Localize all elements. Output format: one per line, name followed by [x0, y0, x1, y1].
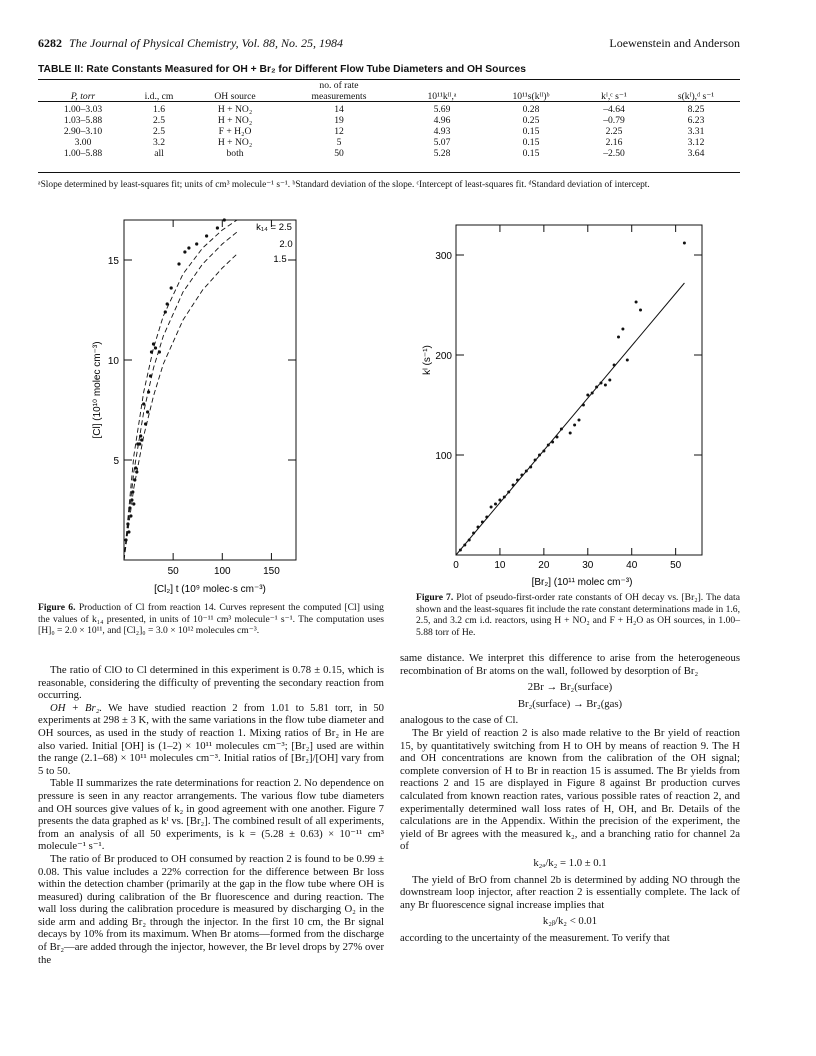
table-cell: –2.50 — [603, 147, 625, 159]
table-header-rule — [38, 101, 740, 102]
fig6-ytick-label: 10 — [107, 356, 119, 367]
fig7-data-point — [604, 384, 607, 387]
fig6-xtick-label: 50 — [167, 566, 179, 577]
fig7-data-point — [578, 419, 581, 422]
fig7-data-point — [582, 404, 585, 407]
col-kII: 10¹¹kᴵᴵ,ᵃ — [427, 90, 457, 102]
table-cell: 3.12 — [687, 136, 705, 148]
table-cell: 1.00–5.88 — [63, 147, 103, 159]
fig6-data-point — [128, 506, 131, 509]
fig6-data-point — [195, 242, 198, 245]
fig6-data-point — [146, 410, 149, 413]
table-cell: H + NO₂ — [217, 104, 253, 115]
fig6-data-point — [216, 226, 219, 229]
fig7-data-point — [463, 544, 466, 547]
fig6-data-point — [154, 346, 157, 349]
fig7-data-point — [534, 459, 537, 462]
fig7-data-point — [498, 499, 501, 502]
fig6-data-point — [166, 302, 169, 305]
figure-7-caption-label: Figure 7. — [416, 592, 454, 603]
fig7-ytick-label: 200 — [435, 351, 452, 362]
running-header — [38, 36, 343, 51]
fig7-data-point — [608, 379, 611, 382]
fig7-xtick-label: 30 — [582, 560, 594, 571]
fig6-data-point — [138, 442, 141, 445]
fig7-data-point — [635, 301, 638, 304]
table-row — [38, 149, 740, 160]
fig6-data-point — [134, 466, 137, 469]
equation: k₂ₐ/k₂ = 1.0 ± 0.1 — [533, 856, 607, 869]
fig7-xtick-label: 0 — [453, 560, 459, 571]
fig7-data-point — [595, 386, 598, 389]
fig7-data-point — [538, 454, 541, 457]
fig6-data-point — [124, 538, 127, 541]
section-heading-oh-br2: OH + Br₂. — [50, 701, 103, 714]
table-cell: 1.6 — [153, 104, 165, 115]
fig7-data-point — [503, 496, 506, 499]
figure-6-caption-label: Figure 6. — [38, 602, 76, 613]
table-row — [38, 138, 740, 149]
equation: k₂ᵦ/k₂ < 0.01 — [542, 915, 598, 928]
fig6-data-point — [140, 438, 143, 441]
table-cell: 1.00–3.03 — [63, 104, 103, 115]
fig6-data-point — [152, 342, 155, 345]
journal-citation: The Journal of Physical Chemistry, Vol. 88, No. 25, 1984 — [69, 36, 343, 50]
fig7-xtick-label: 10 — [494, 560, 506, 571]
fig6-data-point — [147, 390, 150, 393]
fig7-data-point — [477, 526, 480, 529]
fig7-data-point — [525, 470, 528, 473]
col-s-kII: 10¹¹s(kᴵᴵ)ᵇ — [512, 90, 550, 102]
fig6-data-point — [144, 422, 147, 425]
paragraph: The ratio of ClO to Cl determined in this experiment is 0.78 ± 0.15, which is reasonable, considering the difficulty of preventing the secondary reaction from occurring. — [38, 664, 384, 702]
table-cell: 3.31 — [687, 125, 705, 137]
table-cell: 3.64 — [687, 147, 705, 159]
rate-constants-table — [38, 81, 740, 160]
table-cell: 6.23 — [687, 114, 705, 126]
fig6-data-point — [133, 478, 136, 481]
paragraph: according to the uncertainty of the measurement. To verify that — [400, 931, 670, 944]
fig7-data-point — [516, 479, 519, 482]
table-cell: 4.96 — [433, 114, 451, 126]
fig6-curve-2-0 — [124, 232, 237, 560]
fig6-data-point — [170, 286, 173, 289]
fig7-fit-line — [456, 283, 684, 555]
fig7-data-point — [617, 336, 620, 339]
fig6-xtick-label: 100 — [213, 566, 231, 577]
table-cell: 3.00 — [74, 136, 92, 148]
table-cell: 2.5 — [153, 125, 165, 137]
fig6-data-point — [132, 502, 135, 505]
table-cell: 2.5 — [153, 114, 165, 126]
table-bottom-rule — [38, 172, 740, 173]
fig6-k-label: k₁₄ = 2.5 — [256, 222, 292, 233]
fig6-data-point — [150, 350, 153, 353]
fig7-data-point — [683, 242, 686, 245]
figure-6-chart — [86, 210, 306, 600]
table-cell: 0.28 — [522, 104, 540, 115]
figure-7-chart — [416, 220, 716, 590]
table-cell: H + NO₂ — [217, 114, 253, 126]
col-pressure: P, torr — [70, 90, 96, 102]
fig7-data-point — [485, 516, 488, 519]
fig6-data-point — [205, 234, 208, 237]
table-cell: 0.15 — [522, 125, 540, 137]
fig6-xtick-label: 150 — [263, 566, 280, 577]
fig6-ytick-label: 5 — [113, 456, 119, 467]
table-cell: 0.15 — [522, 147, 540, 159]
fig6-ylabel: [Cl] (10¹⁰ molec cm⁻³) — [92, 341, 103, 439]
fig7-data-point — [569, 432, 572, 435]
fig7-data-point — [472, 532, 475, 535]
table-cell: 8.25 — [687, 104, 705, 115]
table-row — [38, 127, 740, 138]
fig7-data-point — [613, 364, 616, 367]
table-row — [38, 105, 740, 116]
table-footnote: ᵃSlope determined by least-squares fit; units of cm³ molecule⁻¹ s⁻¹. ᵇStandard deviation of the slope. ᶜIntercept of least-squares fit. ᵈStandard deviation of intercept. — [38, 180, 650, 190]
table-row — [38, 116, 740, 127]
table-body — [38, 105, 740, 160]
paragraph: OH + Br₂. We have studied reaction 2 from 1.01 to 5.81 torr, in 50 experiments at 298 ± 3 K, with the same variations in the flow tube diameter and OH sources, as used in the study of reaction 1. Mixing ratios of Br₂ in He are also varied. Initial [OH] is (1–2) × 10¹¹ molecules cm⁻³; [Br₂] used are within the range (2.1–68) × 10¹¹ molecules cm⁻³. Initial ratios of [Br₂]/[OH] vary from 5 to 50. — [38, 701, 385, 777]
table-cell: 12 — [334, 125, 344, 137]
fig7-ytick-label: 300 — [435, 251, 452, 262]
table-cell: 5.28 — [433, 147, 451, 159]
col-oh-source: OH source — [214, 90, 256, 102]
fig6-curve-label-2-0: 2.0 — [279, 239, 293, 250]
fig7-xtick-label: 20 — [538, 560, 550, 571]
table-cell: 0.15 — [522, 136, 540, 148]
fig6-data-point — [187, 246, 190, 249]
fig7-data-point — [556, 436, 559, 439]
equation: 2Br → Br₂(surface) — [527, 681, 613, 694]
table-cell: both — [226, 147, 244, 159]
fig7-data-point — [573, 424, 576, 427]
figure-6-caption: Figure 6. Production of Cl from reaction 14. Curves represent the computed [Cl] using the values of k₁₄ presented, in units of 10⁻¹¹ cm³ molecule⁻¹ s⁻¹. The computation uses [H]₀ = 2.0 × 10¹¹, and [Cl₂]₀ = 3.0 × 10¹² molecules cm⁻³. — [38, 602, 384, 637]
fig7-data-point — [600, 382, 603, 385]
fig6-data-point — [223, 218, 226, 221]
col-s-kI: s(kᴵ),ᵈ s⁻¹ — [677, 90, 715, 102]
table-cell: all — [154, 147, 164, 159]
fig7-data-point — [507, 491, 510, 494]
fig7-xtick-label: 50 — [670, 560, 682, 571]
fig6-data-point — [139, 434, 142, 437]
table-cell: 19 — [334, 114, 344, 126]
table-cell: 5.69 — [433, 104, 451, 115]
fig6-data-point — [127, 530, 130, 533]
fig7-data-point — [468, 539, 471, 542]
table-cell: 0.25 — [522, 114, 540, 126]
paragraph: Table II summarizes the rate determinations for reaction 2. No dependence on pressure is seen in any reactor arrangements. The various flow tube diameters and OH sources give values of k₂ in good agreement with one another. Figure 7 presents the data graphed as kᴵ vs. [Br₂]. The combined result of all experiments, from an analysis of all 50 experiments, is k = (5.28 ± 0.63) × 10⁻¹¹ cm³ molecule⁻¹ s⁻¹. — [38, 777, 384, 853]
fig7-xlabel: [Br₂] (10¹¹ molec cm⁻³) — [531, 577, 633, 588]
fig7-data-point — [547, 444, 550, 447]
fig7-data-point — [512, 484, 515, 487]
paragraph: The ratio of Br produced to OH consumed by reaction 2 is found to be 0.99 ± 0.08. This value includes a 22% correction for the difference between Br loss within the detection chamber (primarily at the gap in the flow tube where OH is measured) during calibration of the Br fluorescence and during reaction. The wall loss during the calibration procedure is measured by discharging O₂ in the side arm and adding Br₂ through the injector. In the first 10 cm, the Br signal decays by 10% from its maximum. When Br atoms—formed from the discharge of Br₂—are added through the injector, however, the Br level drops by 27% over the — [38, 852, 384, 966]
paragraph: The yield of BrO from channel 2b is determined by adding NO through the downstream loop injector, after reaction 2 is essentially complete. The lack of any Br fluorescence signal increase implies that — [400, 873, 740, 911]
fig6-data-point — [149, 374, 152, 377]
col-id: i.d., cm — [144, 90, 174, 102]
fig7-data-point — [520, 474, 523, 477]
fig7-xtick-label: 40 — [626, 560, 638, 571]
table-cell: 2.16 — [605, 136, 623, 148]
fig7-data-point — [626, 359, 629, 362]
fig7-data-point — [586, 394, 589, 397]
paragraph: same distance. We interpret this difference to arise from the heterogeneous recombination of Br atoms on the wall, followed by desorption of Br₂ — [400, 652, 740, 677]
table-cell: F + H₂O — [218, 125, 252, 137]
fig7-data-point — [481, 521, 484, 524]
fig7-data-point — [529, 466, 532, 469]
table-cell: 2.90–3.10 — [63, 125, 103, 137]
fig7-data-point — [459, 549, 462, 552]
paragraph: The Br yield of reaction 2 is also made relative to the Br yield of reaction 15, by quantitatively switching from H to OH by means of reaction 9. The H and OH concentrations are known from the calibration of the OH signal; complete conversion of H to Br in reaction 15 is assumed. The Br yields from reactions 2 and 15 are displayed in Figure 8 against Br production curves calculated from known reaction rates, various possible rates of reaction 2, and experimentally determined wall loss rates of H, OH, and Br. Details of the calculations are in the Appendix. Within the precision of the experiment, the yield of Br agrees with the measured k₂, and a branching ratio for channel 2a of — [400, 726, 740, 853]
fig7-ylabel: kᴵ (s⁻¹) — [422, 345, 433, 375]
table-cell: 14 — [334, 104, 344, 115]
fig7-data-point — [621, 328, 624, 331]
fig6-data-point — [142, 402, 145, 405]
fig6-data-point — [135, 470, 138, 473]
table-cell: –4.64 — [603, 104, 625, 115]
table-cell: 2.25 — [605, 125, 623, 137]
fig6-curve-label-1-5: 1.5 — [273, 254, 287, 265]
fig7-data-point — [542, 450, 545, 453]
table-cell: 50 — [334, 147, 344, 159]
author-header: Loewenstein and Anderson — [609, 36, 740, 50]
fig7-data-point — [494, 503, 497, 506]
fig7-data-point — [490, 506, 493, 509]
page-number: 6282 — [38, 36, 62, 50]
fig7-data-point — [551, 441, 554, 444]
fig6-frame — [124, 220, 296, 560]
fig6-data-point — [183, 250, 186, 253]
table-top-rule — [38, 79, 740, 80]
fig6-data-point — [131, 490, 134, 493]
table-cell: 4.93 — [433, 125, 451, 137]
fig6-ytick-label: 15 — [107, 256, 119, 267]
fig6-data-point — [158, 350, 161, 353]
table-cell: 3.2 — [153, 136, 165, 148]
fig6-data-point — [164, 310, 167, 313]
fig7-frame — [456, 225, 702, 555]
table-cell: 5 — [336, 136, 342, 148]
table-cell: –0.79 — [603, 114, 625, 126]
fig6-xlabel: [Cl₂] t (10⁹ molec·s cm⁻³) — [154, 584, 266, 595]
fig6-curve-2-5 — [124, 220, 237, 560]
table-title: TABLE II: Rate Constants Measured for OH + Br₂ for Different Flow Tube Diameters and OH Sources — [38, 64, 526, 75]
fig7-ytick-label: 100 — [435, 451, 452, 462]
fig7-data-point — [639, 309, 642, 312]
col-num-measurements: no. of rate measurements — [311, 80, 367, 102]
fig6-data-point — [177, 262, 180, 265]
fig6-data-point — [130, 498, 133, 501]
table-cell: 5.07 — [433, 136, 451, 148]
table-cell: H + NO₂ — [217, 136, 253, 148]
paragraph: analogous to the case of Cl. — [400, 714, 519, 727]
right-text-column — [400, 652, 740, 944]
fig6-data-point — [126, 522, 129, 525]
equation: Br₂(surface) → Br₂(gas) — [517, 697, 623, 710]
left-text-column — [38, 664, 384, 966]
fig7-data-point — [591, 392, 594, 395]
fig6-data-point — [129, 514, 132, 517]
col-kI: kᴵ,ᶜ s⁻¹ — [601, 90, 627, 102]
figure-7-caption: Figure 7. Plot of pseudo-first-order rate constants of OH decay vs. [Br₂]. The data shown and the least-squares fit include the rate constant determinations made in 1.6, 2.5, and 3.2 cm i.d. reactors, using H + NO₂ and F + H₂O as OH sources, in 1.00–5.88 torr of He. — [416, 592, 740, 638]
table-cell: 1.03–5.88 — [63, 114, 103, 126]
fig7-data-point — [560, 428, 563, 431]
